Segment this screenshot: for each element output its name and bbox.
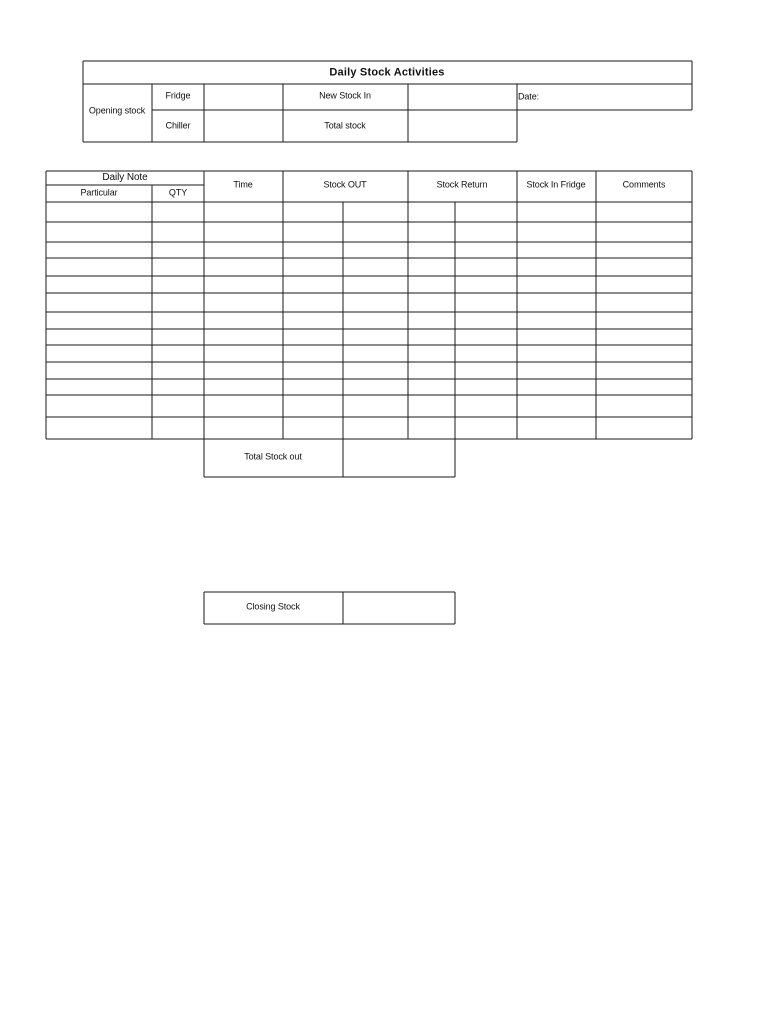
stock-out-column-header: Stock OUT: [323, 179, 367, 190]
closing-stock-label: Closing Stock: [246, 601, 300, 612]
comments-column-header: Comments: [622, 179, 666, 190]
total-stock-out-grid: [204, 439, 455, 477]
qty-column-header: QTY: [168, 187, 188, 198]
stock-in-fridge-column-header: Stock In Fridge: [526, 179, 586, 190]
new-stock-in-label: New Stock In: [319, 90, 371, 101]
particular-column-header: Particular: [80, 187, 118, 198]
time-column-header: Time: [233, 179, 253, 190]
opening-stock-label: Opening stock: [88, 105, 146, 116]
date-label: Date:: [518, 91, 540, 102]
daily-note-label: Daily Note: [102, 172, 148, 183]
main-table-grid: [46, 171, 692, 439]
chiller-label: Chiller: [165, 120, 191, 131]
stock-return-column-header: Stock Return: [436, 179, 488, 190]
fridge-label: Fridge: [165, 90, 191, 101]
closing-stock-grid: [204, 592, 455, 624]
sheet-title: Daily Stock Activities: [329, 66, 445, 79]
total-stock-label: Total stock: [324, 120, 366, 131]
total-stock-out-label: Total Stock out: [244, 451, 302, 462]
